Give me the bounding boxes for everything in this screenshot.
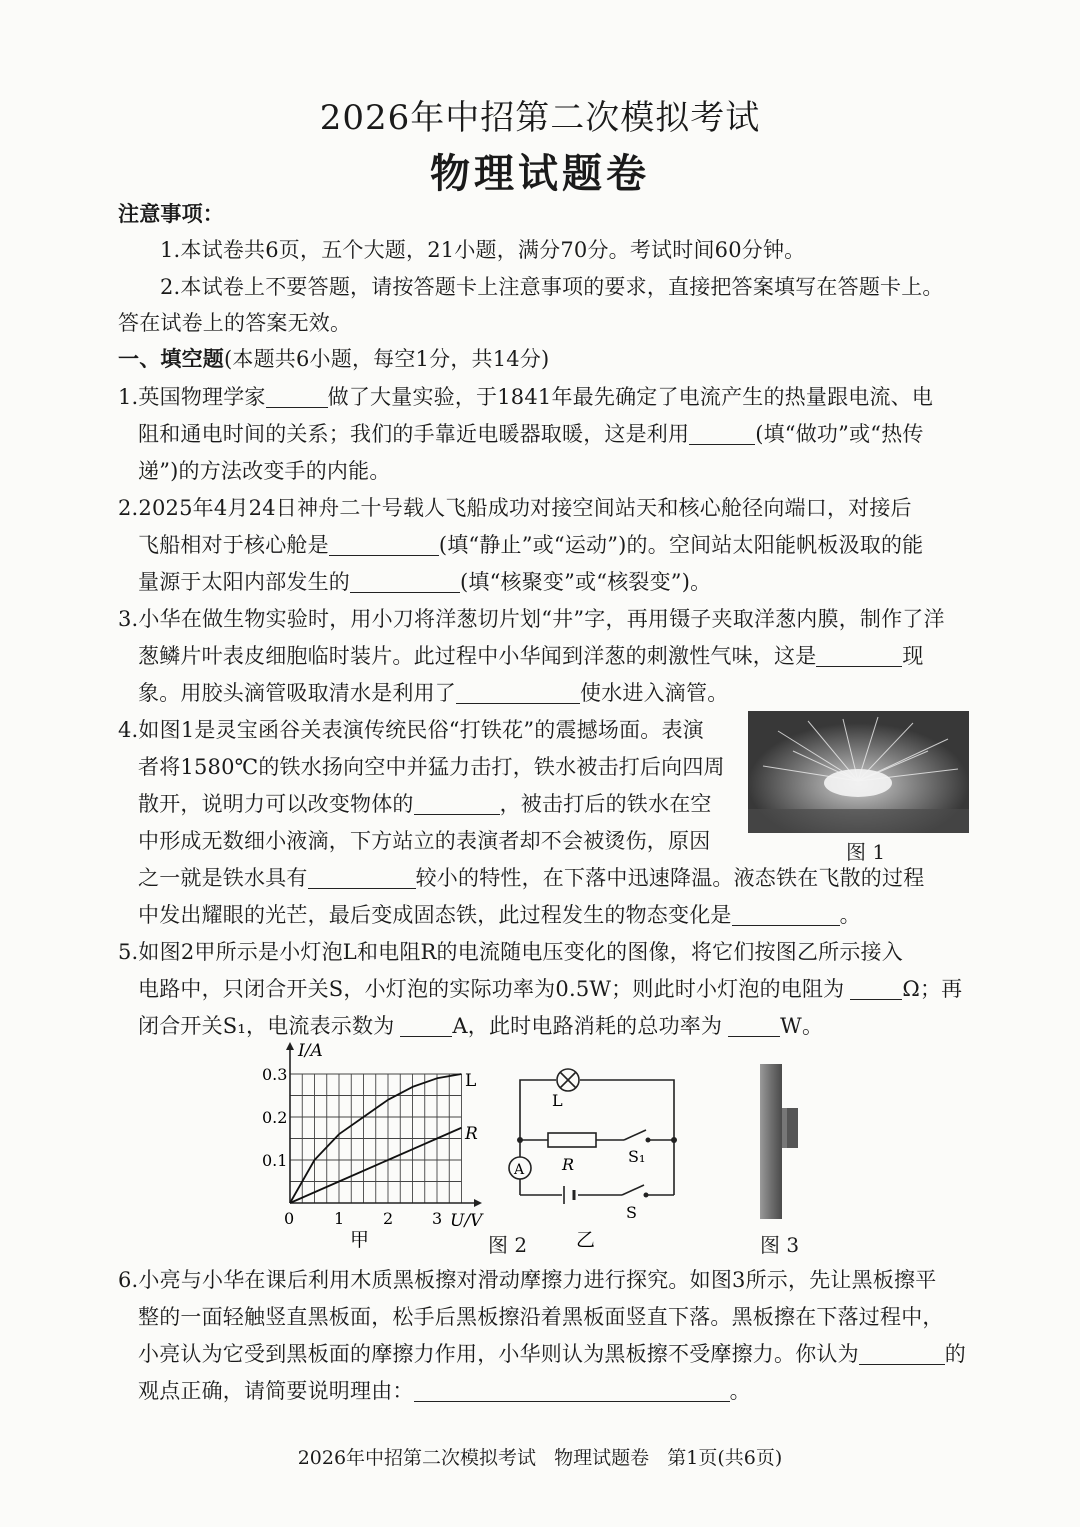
q4-text: 较小的特性，在下落中迅速降温。液态铁在飞散的过程: [415, 866, 925, 890]
notice-item-2-cont: 答在试卷上的答案无效。: [118, 311, 352, 335]
answer-blank: [816, 646, 902, 667]
q4-line-4: 中形成无数细小液滴，下方站立的表演者却不会被烫伤，原因: [138, 829, 711, 853]
q6-line-3: [138, 1338, 966, 1368]
paper-subtitle: 物理试题卷: [430, 150, 650, 197]
q5-text: 闭合开关S₁，电流表示数为: [138, 1014, 395, 1038]
q1-line-1: [118, 381, 933, 411]
q2-line-3: [138, 566, 711, 596]
page-footer: 2026年中招第二次模拟考试 物理试题卷 第1页(共6页): [297, 1447, 783, 1469]
answer-blank: [266, 387, 328, 408]
x-tick-label: 3: [432, 1209, 443, 1228]
q2-text: 飞船相对于核心舱是: [138, 533, 329, 557]
blackboard-surface: [760, 1064, 782, 1219]
y-tick-label: 0.3: [262, 1065, 288, 1084]
q2-text: (填“静止”或“运动”)的。空间站太阳能帆板汲取的能: [438, 533, 924, 557]
q5-text: A，此时电路消耗的总功率为: [452, 1014, 723, 1038]
q6-text: 观点正确，请简要说明理由：: [138, 1379, 414, 1403]
q3-text: 使水进入滴管。: [580, 681, 729, 705]
section-heading: [118, 343, 549, 373]
q3-line-1: 3.小华在做生物实验时，用小刀将洋葱切片划“井”字，再用镊子夹取洋葱内膜，制作了洋: [118, 607, 945, 631]
switch-contact: [646, 1138, 651, 1143]
answer-blank: [350, 572, 460, 593]
q1-text: 1.英国物理学家: [118, 385, 266, 409]
q4-line-1: 4.如图1是灵宝函谷关表演传统民俗“打铁花”的震撼场面。表演: [118, 718, 704, 742]
q5-text: Ω；再: [902, 977, 963, 1001]
y-axis-label: I/A: [298, 1041, 323, 1061]
q4-text: 散开，说明力可以改变物体的: [138, 792, 414, 816]
iron-flower-image: [748, 711, 969, 833]
figure-3-image: [748, 1062, 818, 1222]
section-note: (本题共6小题，每空1分，共14分): [224, 347, 550, 371]
figure-3-caption: 图 3: [760, 1233, 800, 1257]
answer-blank: [329, 535, 439, 556]
q4-text: 之一就是铁水具有: [138, 866, 308, 890]
ammeter-label: A: [514, 1162, 525, 1178]
figure-2-caption: 图 2: [488, 1233, 528, 1257]
wire: [520, 1080, 556, 1140]
answer-blank: [456, 683, 580, 704]
switch-s-label: S: [626, 1203, 637, 1222]
eraser-face: [782, 1108, 787, 1148]
answer-blank: [859, 1344, 945, 1365]
exam-title: 2026年中招第二次模拟考试: [319, 98, 761, 138]
x-axis-label: U/V: [450, 1211, 483, 1231]
notice-heading: 注意事项：: [118, 201, 224, 226]
series-label-L: L: [465, 1071, 477, 1091]
notice-item-2: 2.本试卷上不要答题，请按答题卡上注意事项的要求，直接把答案填写在答题卡上。: [160, 275, 944, 299]
answer-blank: [400, 1016, 452, 1037]
y-axis-arrow: [286, 1042, 294, 1050]
answer-blank: [414, 794, 500, 815]
q6-text: 小亮认为它受到黑板面的摩擦力作用，小华则认为黑板擦不受摩擦力。你认为: [138, 1342, 859, 1366]
q1-text: 阻和通电时间的关系；我们的手靠近电暖器取暖，这是利用: [138, 422, 690, 446]
series-label-R: R: [465, 1124, 478, 1144]
q3-text: 葱鳞片叶表皮细胞临时装片。此过程中小华闻到洋葱的刺激性气味，这是: [138, 644, 817, 668]
y-tick-label: 0.1: [262, 1151, 288, 1170]
q2-text: (填“核聚变”或“核裂变”)。: [460, 570, 712, 594]
x-tick-label: 0: [284, 1209, 295, 1228]
q4-line-2: 者将1580℃的铁水扬向空中并猛力击打，铁水被击打后向四周: [138, 755, 725, 779]
q5-text: 电路中，只闭合开关S，小灯泡的实际功率为0.5W；则此时小灯泡的电阻为: [138, 977, 845, 1001]
answer-blank: [689, 424, 755, 445]
q2-line-1: 2.2025年4月24日神舟二十号载人飞船成功对接空间站天和核心舱径向端口，对接后: [118, 496, 912, 520]
q5-line-1: 5.如图2甲所示是小灯泡L和电阻R的电流随电压变化的图像，将它们按图乙所示接入: [118, 940, 903, 964]
section-title: 一、填空题: [118, 346, 224, 371]
q5-text: W。: [780, 1014, 824, 1038]
answer-blank: [308, 868, 416, 889]
notice-item-1: 1.本试卷共6页，五个大题，21小题，满分70分。考试时间60分钟。: [160, 238, 806, 262]
switch-contact: [644, 1193, 649, 1198]
q4-text: 。: [839, 903, 861, 927]
q3-text: 象。用胶头滴管吸取清水是利用了: [138, 681, 456, 705]
lamp-label: L: [552, 1091, 563, 1110]
q1-line-3: 递”)的方法改变手的内能。: [138, 459, 391, 483]
q4-text: ，被击打后的铁水在空: [499, 792, 712, 816]
switch-s-blade: [622, 1185, 644, 1195]
q1-text: (填“做功”或“热传: [755, 422, 924, 446]
junction-dot: [517, 1137, 523, 1143]
q5-line-3: [138, 1010, 823, 1040]
q6-line-2: 整的一面轻触竖直黑板面，松手后黑板擦沿着黑板面竖直下落。黑板擦在下落过程中，: [138, 1305, 944, 1329]
figure-1-caption: 图 1: [846, 840, 886, 864]
answer-blank: [732, 905, 840, 926]
q4-line-5: [138, 862, 924, 892]
q4-line-3: [138, 788, 712, 818]
x-axis-arrow: [474, 1199, 482, 1207]
q4-text: 中发出耀眼的光芒，最后变成固态铁，此过程发生的物态变化是: [138, 903, 732, 927]
figure-1-photo: [748, 711, 969, 833]
y-tick-label: 0.2: [262, 1108, 288, 1127]
q3-text: 现: [902, 644, 924, 668]
q6-line-4: [138, 1375, 751, 1405]
resistor-icon: [548, 1133, 596, 1147]
graph-jia: [250, 1038, 490, 1253]
circuit-caption-yi: 乙: [576, 1229, 596, 1250]
resistor-label: R: [562, 1155, 575, 1174]
q3-line-2: [138, 640, 924, 670]
switch-s1-label: S₁: [628, 1147, 646, 1166]
q4-line-6: [138, 899, 861, 929]
q6-text: 的: [944, 1342, 966, 1366]
q1-text: 做了大量实验，于1841年最先确定了电流产生的热量跟电流、电: [327, 385, 934, 409]
x-tick-label: 2: [383, 1209, 394, 1228]
q2-line-2: [138, 529, 923, 559]
q6-text: 。: [729, 1379, 751, 1403]
q3-line-3: [138, 677, 728, 707]
graph-caption-jia: 甲: [350, 1229, 370, 1251]
answer-blank: [850, 979, 902, 1000]
q6-line-1: 6.小亮与小华在课后利用木质黑板擦对滑动摩擦力进行探究。如图3所示，先让黑板擦平: [118, 1268, 937, 1292]
circuit-yi: [498, 1060, 688, 1250]
answer-blank: [414, 1381, 730, 1402]
q5-line-2: [138, 973, 962, 1003]
switch-s1-blade: [624, 1130, 646, 1140]
wire: [580, 1080, 674, 1140]
q1-line-2: [138, 418, 924, 448]
junction-dot: [671, 1137, 677, 1143]
x-tick-label: 1: [334, 1209, 345, 1228]
q2-text: 量源于太阳内部发生的: [138, 570, 350, 594]
answer-blank: [728, 1016, 780, 1037]
